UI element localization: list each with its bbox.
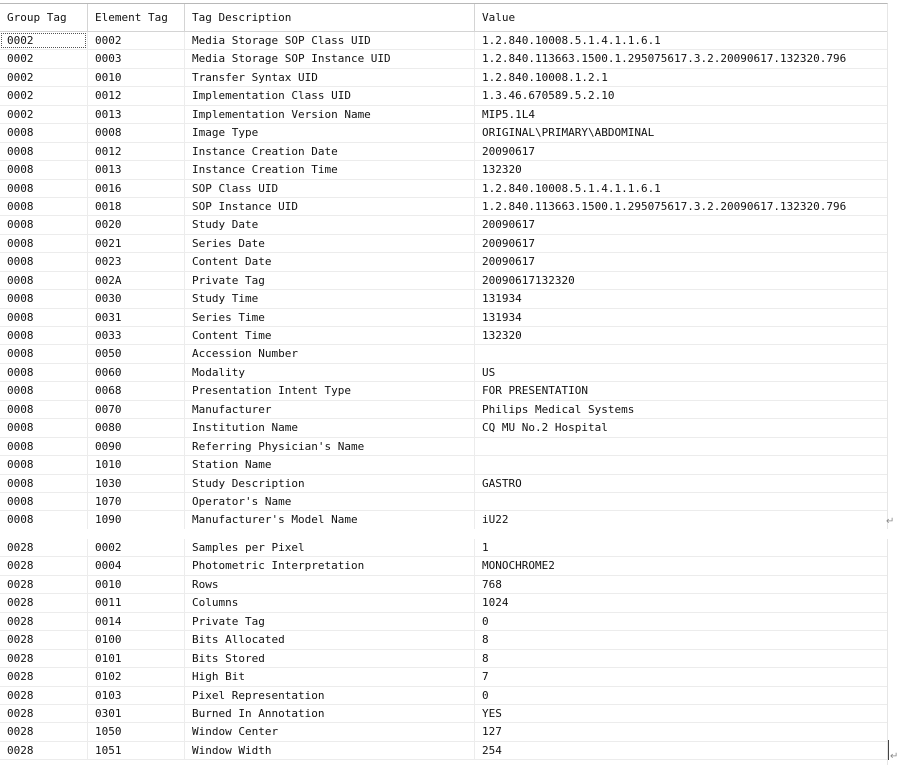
element-tag-cell: 0004 — [87, 557, 184, 574]
tag-description-cell: Presentation Intent Type — [184, 382, 474, 399]
element-tag-cell: 0301 — [87, 705, 184, 722]
value-cell: 1.2.840.10008.5.1.4.1.1.6.1 — [474, 180, 887, 197]
tag-description-cell: Study Description — [184, 475, 474, 492]
tag-description-cell: High Bit — [184, 668, 474, 685]
table-row[interactable] — [0, 272, 887, 290]
value-cell: 7 — [474, 668, 887, 685]
group-tag-cell: 0028 — [7, 614, 34, 628]
tag-description-cell: SOP Instance UID — [184, 198, 474, 215]
table-row[interactable] — [0, 87, 887, 105]
element-tag-cell: 0018 — [87, 198, 184, 215]
return-arrow-icon: ↵ — [886, 516, 895, 527]
dicom-tag-table-bottom — [0, 539, 888, 765]
table-row[interactable] — [0, 576, 887, 594]
value-cell: 1024 — [474, 594, 887, 611]
table-row[interactable] — [0, 382, 887, 400]
element-tag-cell: 0060 — [87, 364, 184, 381]
group-tag-cell: 0008 — [7, 126, 34, 140]
element-tag-cell: 0008 — [87, 124, 184, 141]
table-row[interactable] — [0, 124, 887, 142]
table-row[interactable] — [0, 493, 887, 511]
tag-description-cell: Burned In Annotation — [184, 705, 474, 722]
element-tag-cell: 0002 — [87, 539, 184, 556]
text-cursor-bar — [888, 740, 889, 760]
group-tag-cell: 0028 — [7, 577, 34, 591]
element-tag-cell: 0103 — [87, 687, 184, 704]
column-header-element-tag[interactable]: Element Tag — [87, 4, 184, 31]
tag-description-cell: Columns — [184, 594, 474, 611]
element-tag-cell: 0100 — [87, 631, 184, 648]
group-tag-cell: 0028 — [7, 633, 34, 647]
value-cell — [474, 493, 887, 510]
table-row[interactable] — [0, 539, 887, 557]
value-cell: 1.2.840.10008.5.1.4.1.1.6.1 — [474, 32, 887, 49]
table-body-top — [0, 32, 887, 529]
tag-description-cell: Window Center — [184, 723, 474, 740]
element-tag-cell: 0023 — [87, 253, 184, 270]
dicom-tag-table-top — [0, 3, 888, 529]
group-tag-cell: 0008 — [7, 236, 34, 250]
tag-description-cell: Content Date — [184, 253, 474, 270]
group-tag-cell: 0008 — [7, 347, 34, 361]
group-tag-cell: 0008 — [7, 458, 34, 472]
table-row[interactable] — [0, 198, 887, 216]
table-row[interactable] — [0, 32, 887, 50]
element-tag-cell: 0012 — [87, 87, 184, 104]
value-cell: 20090617132320 — [474, 272, 887, 289]
group-tag-cell: 0008 — [7, 513, 34, 527]
table-row[interactable] — [0, 106, 887, 124]
tag-description-cell: Station Name — [184, 456, 474, 473]
group-tag-cell: 0008 — [7, 476, 34, 490]
element-tag-cell: 0031 — [87, 309, 184, 326]
value-cell: 20090617 — [474, 216, 887, 233]
table-row[interactable] — [0, 50, 887, 68]
value-cell: 0 — [474, 613, 887, 630]
element-tag-cell: 0080 — [87, 419, 184, 436]
tag-description-cell: Samples per Pixel — [184, 539, 474, 556]
tag-description-cell: Study Time — [184, 290, 474, 307]
group-tag-cell: 0028 — [7, 725, 34, 739]
value-cell: 768 — [474, 576, 887, 593]
element-tag-cell: 0010 — [87, 69, 184, 86]
group-tag-cell: 0008 — [7, 273, 34, 287]
element-tag-cell: 0013 — [87, 106, 184, 123]
table-row[interactable] — [0, 327, 887, 345]
element-tag-cell: 1051 — [87, 742, 184, 759]
tag-description-cell: Instance Creation Time — [184, 161, 474, 178]
tag-description-cell: Window Width — [184, 742, 474, 759]
tag-description-cell: Institution Name — [184, 419, 474, 436]
group-tag-cell: 0008 — [7, 384, 34, 398]
tag-description-cell: Rows — [184, 576, 474, 593]
tag-description-cell: Instance Creation Date — [184, 143, 474, 160]
table-row[interactable] — [0, 401, 887, 419]
value-cell: FOR PRESENTATION — [474, 382, 887, 399]
group-tag-cell: 0028 — [7, 670, 34, 684]
element-tag-cell: 0011 — [87, 594, 184, 611]
group-tag-cell: 0028 — [7, 706, 34, 720]
element-tag-cell: 002A — [87, 272, 184, 289]
group-tag-cell: 0008 — [7, 365, 34, 379]
value-cell: 1.2.840.113663.1500.1.295075617.3.2.20090617.132320.796 — [474, 50, 887, 67]
text-cursor-return-icon — [887, 740, 899, 762]
element-tag-cell: 0013 — [87, 161, 184, 178]
group-tag-cell: 0002 — [7, 70, 34, 84]
value-cell: YES — [474, 705, 887, 722]
element-tag-cell: 0010 — [87, 576, 184, 593]
tag-description-cell: Series Date — [184, 235, 474, 252]
value-cell: 131934 — [474, 309, 887, 326]
group-tag-cell: 0008 — [7, 181, 34, 195]
value-cell: 254 — [474, 742, 887, 759]
table-row[interactable] — [0, 613, 887, 631]
table-row[interactable] — [0, 438, 887, 456]
value-cell: 132320 — [474, 327, 887, 344]
tag-description-cell: Content Time — [184, 327, 474, 344]
group-tag-cell: 0002 — [7, 52, 34, 66]
element-tag-cell: 0070 — [87, 401, 184, 418]
value-cell: iU22 — [474, 511, 887, 528]
table-body-bottom — [0, 539, 887, 760]
value-cell: 127 — [474, 723, 887, 740]
value-cell: 20090617 — [474, 143, 887, 160]
element-tag-cell: 0102 — [87, 668, 184, 685]
table-row[interactable] — [0, 235, 887, 253]
table-row[interactable] — [0, 475, 887, 493]
element-tag-cell: 0020 — [87, 216, 184, 233]
tag-description-cell: SOP Class UID — [184, 180, 474, 197]
tag-description-cell: Image Type — [184, 124, 474, 141]
group-tag-cell: 0028 — [7, 688, 34, 702]
tag-description-cell: Modality — [184, 364, 474, 381]
table-row[interactable] — [0, 456, 887, 474]
group-tag-cell: 0008 — [7, 402, 34, 416]
table-row[interactable] — [0, 309, 887, 327]
element-tag-cell: 0016 — [87, 180, 184, 197]
element-tag-cell: 0003 — [87, 50, 184, 67]
group-tag-cell: 0002 — [7, 89, 34, 103]
table-row[interactable] — [0, 511, 887, 529]
table-row[interactable] — [0, 594, 887, 612]
element-tag-cell: 0014 — [87, 613, 184, 630]
group-tag-cell: 0028 — [7, 651, 34, 665]
element-tag-cell: 0068 — [87, 382, 184, 399]
element-tag-cell: 1050 — [87, 723, 184, 740]
value-cell: 131934 — [474, 290, 887, 307]
element-tag-cell: 0021 — [87, 235, 184, 252]
tag-description-cell: Bits Allocated — [184, 631, 474, 648]
group-tag-cell: 0028 — [7, 743, 34, 757]
value-cell: 8 — [474, 631, 887, 648]
table-row[interactable] — [0, 742, 887, 760]
element-tag-cell: 1090 — [87, 511, 184, 528]
tag-description-cell: Manufacturer's Model Name — [184, 511, 474, 528]
value-cell: 132320 — [474, 161, 887, 178]
table-row[interactable] — [0, 668, 887, 686]
tag-description-cell: Pixel Representation — [184, 687, 474, 704]
table-row[interactable] — [0, 723, 887, 741]
table-row[interactable] — [0, 631, 887, 649]
value-cell: CQ MU No.2 Hospital — [474, 419, 887, 436]
tag-description-cell: Private Tag — [184, 613, 474, 630]
value-cell: 1 — [474, 539, 887, 556]
group-tag-cell: 0008 — [7, 329, 34, 342]
table-row[interactable] — [0, 345, 887, 363]
tag-description-cell: Implementation Version Name — [184, 106, 474, 123]
group-tag-cell: 0008 — [7, 218, 34, 232]
value-cell: Philips Medical Systems — [474, 401, 887, 418]
group-tag-cell: 0028 — [7, 596, 34, 610]
group-tag-cell: 0028 — [7, 559, 34, 573]
element-tag-cell: 0002 — [87, 32, 184, 49]
value-cell: 0 — [474, 687, 887, 704]
group-tag-cell: 0008 — [7, 199, 34, 213]
table-row[interactable] — [0, 687, 887, 705]
table-row[interactable] — [0, 69, 887, 87]
element-tag-cell: 1070 — [87, 493, 184, 510]
tag-description-cell: Referring Physician's Name — [184, 438, 474, 455]
section-gap — [0, 529, 887, 538]
value-cell: 1.2.840.10008.1.2.1 — [474, 69, 887, 86]
value-cell: ORIGINAL\PRIMARY\ABDOMINAL — [474, 124, 887, 141]
group-tag-cell: 0008 — [7, 421, 34, 435]
table-row[interactable] — [0, 216, 887, 234]
tag-description-cell: Media Storage SOP Class UID — [184, 32, 474, 49]
tag-description-cell: Accession Number — [184, 345, 474, 362]
value-cell: 20090617 — [474, 253, 887, 270]
value-cell — [474, 345, 887, 362]
table-row[interactable] — [0, 705, 887, 723]
tag-description-cell: Manufacturer — [184, 401, 474, 418]
value-cell: 20090617 — [474, 235, 887, 252]
tag-description-cell: Private Tag — [184, 272, 474, 289]
tag-description-cell: Operator's Name — [184, 493, 474, 510]
element-tag-cell: 0033 — [87, 327, 184, 344]
table-row[interactable] — [0, 364, 887, 382]
value-cell: US — [474, 364, 887, 381]
return-arrow-icon: ↵ — [890, 751, 899, 762]
table-header — [0, 4, 887, 32]
tag-description-cell: Series Time — [184, 309, 474, 326]
column-header-group-tag[interactable]: Group Tag — [7, 11, 67, 24]
value-cell: MONOCHROME2 — [474, 557, 887, 574]
element-tag-cell: 0012 — [87, 143, 184, 160]
value-cell: 1.2.840.113663.1500.1.295075617.3.2.20090617.132320.796 — [474, 198, 887, 215]
tag-description-cell: Media Storage SOP Instance UID — [184, 50, 474, 67]
value-cell: 8 — [474, 650, 887, 667]
tag-description-cell: Transfer Syntax UID — [184, 69, 474, 86]
element-tag-cell: 1010 — [87, 456, 184, 473]
table-row[interactable] — [0, 253, 887, 271]
group-tag-cell: 0008 — [7, 310, 34, 324]
column-header-value[interactable]: Value — [474, 4, 887, 31]
element-tag-cell: 1030 — [87, 475, 184, 492]
element-tag-cell: 0101 — [87, 650, 184, 667]
group-tag-cell: 0002 — [7, 107, 34, 121]
tag-description-cell: Bits Stored — [184, 650, 474, 667]
value-cell — [474, 456, 887, 473]
value-cell: 1.3.46.670589.5.2.10 — [474, 87, 887, 104]
group-tag-cell: 0002 — [0, 32, 87, 49]
table-row[interactable] — [0, 180, 887, 198]
group-tag-cell: 0008 — [7, 439, 34, 453]
tag-description-cell: Implementation Class UID — [184, 87, 474, 104]
table-row[interactable] — [0, 143, 887, 161]
element-tag-cell: 0050 — [87, 345, 184, 362]
group-tag-cell: 0008 — [7, 144, 34, 158]
group-tag-cell: 0008 — [7, 494, 34, 508]
group-tag-cell: 0008 — [7, 292, 34, 306]
tag-description-cell: Study Date — [184, 216, 474, 233]
value-cell: GASTRO — [474, 475, 887, 492]
tag-description-cell: Photometric Interpretation — [184, 557, 474, 574]
column-header-tag-description[interactable]: Tag Description — [184, 4, 474, 31]
table-row[interactable] — [0, 650, 887, 668]
table-row[interactable] — [0, 161, 887, 179]
element-tag-cell: 0090 — [87, 438, 184, 455]
group-tag-cell: 0008 — [7, 255, 34, 269]
table-row[interactable] — [0, 557, 887, 575]
group-tag-cell: 0008 — [7, 163, 34, 177]
value-cell: MIP5.1L4 — [474, 106, 887, 123]
group-tag-cell: 0028 — [7, 541, 34, 554]
table-row[interactable] — [0, 290, 887, 308]
table-row[interactable] — [0, 419, 887, 437]
element-tag-cell: 0030 — [87, 290, 184, 307]
value-cell — [474, 438, 887, 455]
